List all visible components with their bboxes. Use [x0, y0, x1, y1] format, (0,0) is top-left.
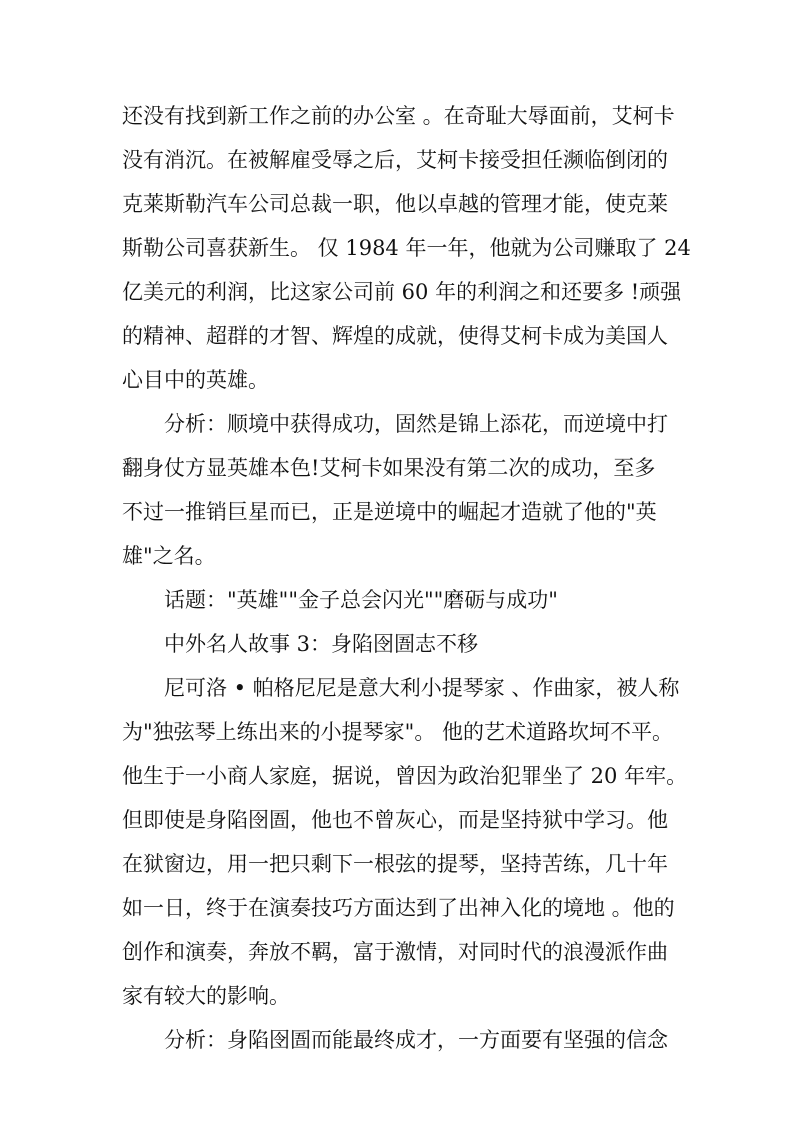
text-line: 雄"之名。: [122, 544, 216, 568]
text-line: 尼可洛 • 帕格尼尼是意大利小提琴家 、作曲家，被人称: [164, 676, 680, 700]
text-line: 中外名人故事 3：身陷囹圄志不移: [164, 632, 479, 656]
text-line: 心目中的英雄。: [122, 368, 269, 392]
text-line: 不过一推销巨星而已，正是逆境中的崛起才造就了他的"英: [122, 500, 657, 524]
text-line: 分析：顺境中获得成功，固然是锦上添花，而逆境中打: [164, 412, 668, 436]
text-line: 没有消沉。在被解雇受辱之后，艾柯卡接受担任濒临倒闭的: [122, 148, 668, 172]
text-line: 创作和演奏，奔放不羁，富于激情，对同时代的浪漫派作曲: [122, 940, 668, 964]
text-line: 但即使是身陷囹圄，他也不曾灰心，而是坚持狱中学习。他: [122, 808, 668, 832]
text-line: 克莱斯勒汽车公司总裁一职，他以卓越的管理才能，使克莱: [122, 192, 668, 216]
text-line: 他生于一小商人家庭，据说，曾因为政治犯罪坐了 20 年牢。: [122, 764, 688, 788]
text-line: 在狱窗边，用一把只剩下一根弦的提琴，坚持苦练，几十年: [122, 852, 668, 876]
text-line: 家有较大的影响。: [122, 984, 290, 1008]
text-line: 翻身仗方显英雄本色!艾柯卡如果没有第二次的成功，至多: [122, 456, 656, 480]
text-line: 还没有找到新工作之前的办公室 。在奇耻大辱面前，艾柯卡: [122, 104, 675, 128]
text-line: 亿美元的利润，比这家公司前 60 年的利润之和还要多 !顽强: [122, 280, 682, 304]
text-line: 为"独弦琴上练出来的小提琴家"。 他的艺术道路坎坷不平。: [122, 720, 673, 744]
text-line: 分析：身陷囹圄而能最终成才，一方面要有坚强的信念: [164, 1028, 668, 1052]
text-line: 话题："英雄""金子总会闪光""磨砺与成功": [164, 588, 558, 612]
text-line: 斯勒公司喜获新生。 仅 1984 年一年，他就为公司赚取了 24: [122, 236, 691, 260]
text-line: 如一日，终于在演奏技巧方面达到了出神入化的境地 。他的: [122, 896, 675, 920]
text-line: 的精神、超群的才智、辉煌的成就，使得艾柯卡成为美国人: [122, 324, 668, 348]
